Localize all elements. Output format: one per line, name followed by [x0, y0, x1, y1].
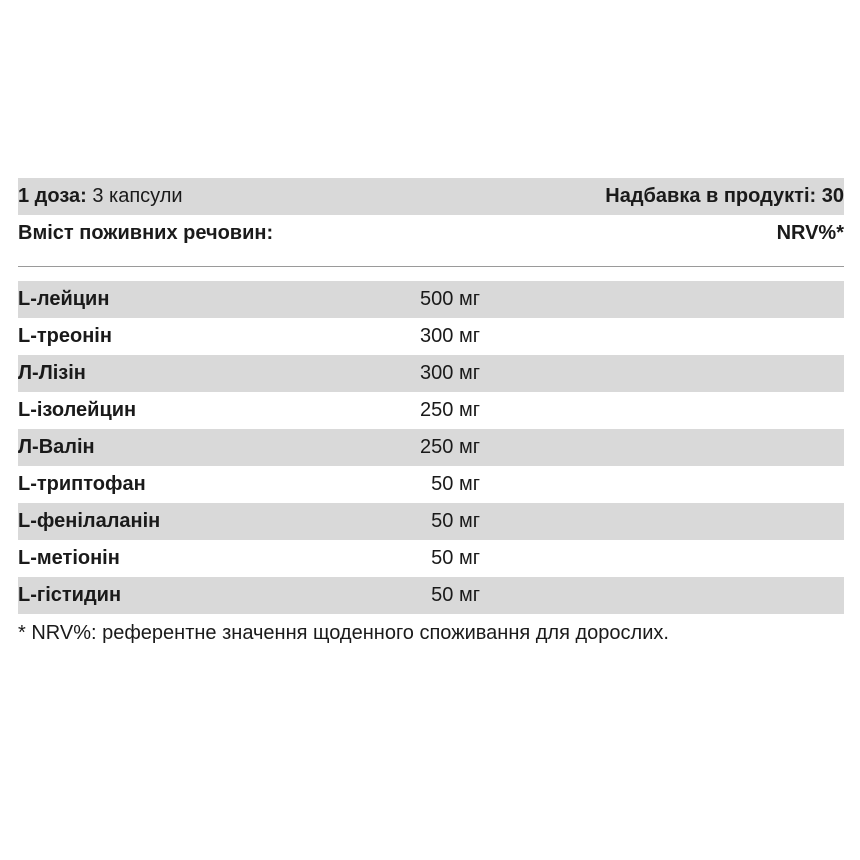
nutrient-amount: 250 мг: [420, 399, 480, 421]
nutrient-amount: 50 мг: [431, 510, 480, 532]
nutrient-row: [18, 540, 844, 577]
nutrient-name: L-треонін: [18, 325, 112, 347]
nutrient-row: [18, 318, 844, 355]
nutrient-name: L-ізолейцин: [18, 399, 137, 421]
nutrient-name: L-фенілаланін: [18, 510, 161, 532]
supplement-facts-panel: [18, 178, 844, 648]
serving-size: [18, 178, 183, 215]
nrv-heading: NRV%*: [776, 222, 844, 244]
nutrient-row: [18, 577, 844, 614]
serving-size-row: [18, 178, 844, 215]
nutrient-row: [18, 392, 844, 429]
servings-per-container: Надбавка в продукті: 30: [605, 185, 844, 207]
nutrient-amount: 300 мг: [420, 362, 480, 384]
nrv-footnote: * NRV%: референтне значення щоденного споживання для дорослих.: [18, 622, 669, 644]
nutrient-name: Л-Валін: [18, 436, 95, 458]
nutrients-heading-row: [18, 215, 844, 252]
nutrients-heading: Вміст поживних речовин:: [18, 222, 274, 244]
nutrient-name: L-метіонін: [18, 547, 120, 569]
nutrient-row: [18, 466, 844, 503]
nutrient-row: [18, 503, 844, 540]
nutrient-amount: 300 мг: [420, 325, 480, 347]
nutrient-row: [18, 429, 844, 466]
nutrient-name: L-гістидин: [18, 584, 122, 606]
nutrient-amount: 50 мг: [431, 584, 480, 606]
nutrient-name: L-триптофан: [18, 473, 146, 495]
divider: [18, 266, 844, 267]
nutrient-amount: 500 мг: [420, 288, 480, 310]
nutrient-amount: 50 мг: [431, 473, 480, 495]
serving-size-label: 1 доза:: [18, 185, 87, 207]
nutrient-name: Л-Лізін: [18, 362, 86, 384]
nutrient-name: L-лейцин: [18, 288, 110, 310]
nutrient-row: [18, 281, 844, 318]
serving-size-value: 3 капсули: [92, 185, 183, 207]
nutrient-row: [18, 355, 844, 392]
nutrient-amount: 250 мг: [420, 436, 480, 458]
nutrient-amount: 50 мг: [431, 547, 480, 569]
